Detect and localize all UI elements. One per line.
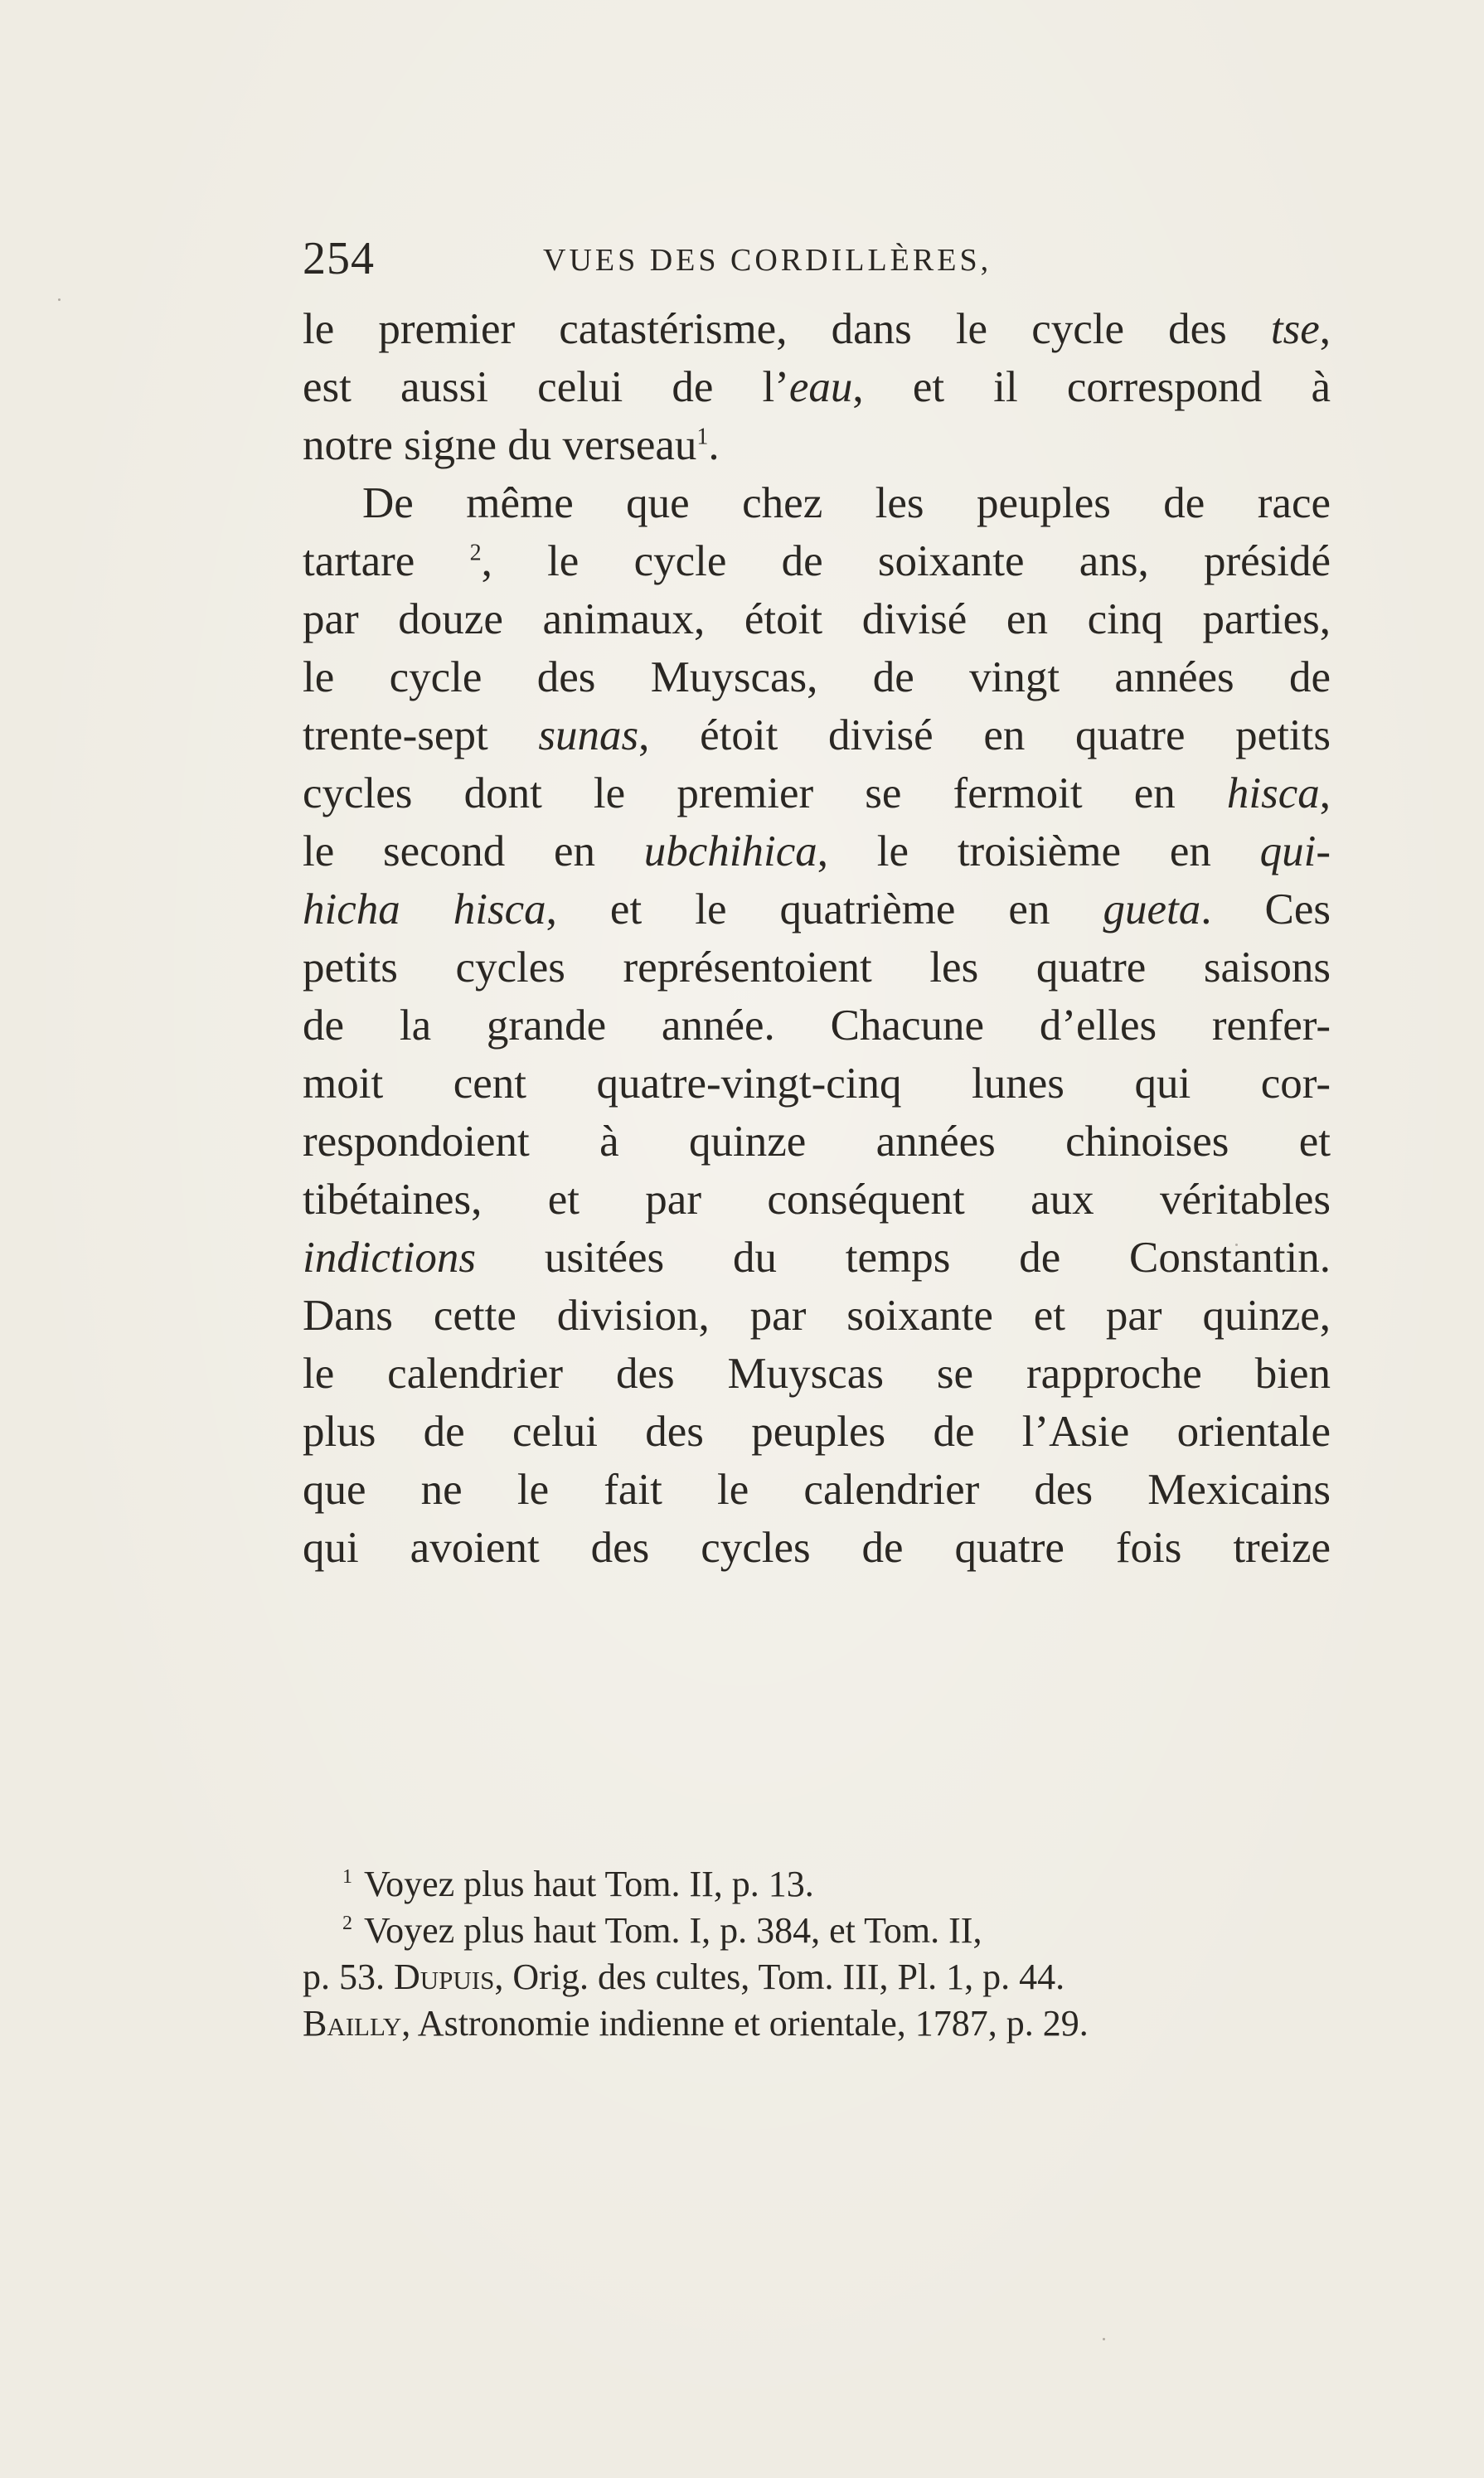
text-line: le calendrier des Muyscas se rapproche bien — [303, 1350, 1331, 1398]
page-header — [303, 232, 1181, 282]
text-line: est aussi celui de l’eau, et il correspond à — [303, 363, 1331, 411]
page-number: 254 — [303, 233, 375, 284]
text-line: qui avoient des cycles de quatre fois treize — [303, 1524, 1331, 1572]
footnote-text: Bailly, Astronomie indienne et orientale, 1787, p. 29. — [303, 2003, 1089, 2044]
text-line: cycles dont le premier se fermoit en hisca, — [303, 769, 1331, 817]
footnote-line — [303, 1908, 1335, 1954]
footnote-line — [303, 1954, 1335, 2000]
text-line: que ne le fait le calendrier des Mexicains — [303, 1466, 1331, 1514]
text-line: moit cent quatre-vingt-cinq lunes qui cor- — [303, 1060, 1331, 1108]
paper-speck — [1235, 1244, 1238, 1246]
text-line: Dans cette division, par soixante et par quinze, — [303, 1292, 1331, 1340]
text-line: respondoient à quinze années chinoises et — [303, 1118, 1331, 1166]
text-line: de la grande année. Chacune d’elles renfer- — [303, 1001, 1331, 1050]
running-title: VUES DES CORDILLÈRES, — [543, 243, 992, 278]
footnote-line — [303, 2000, 1335, 2047]
footnotes — [303, 1861, 1335, 2047]
text-line: De même que chez les peuples de race — [362, 479, 1331, 527]
text-line: par douze animaux, étoit divisé en cinq parties, — [303, 595, 1331, 643]
paper-speck — [58, 298, 61, 301]
paper-speck — [1103, 2338, 1105, 2340]
footnote-text: Voyez plus haut Tom. II, p. 13. — [364, 1864, 814, 1904]
footnote-text: Voyez plus haut Tom. I, p. 384, et Tom. II, — [364, 1910, 982, 1951]
text-line: petits cycles représentoient les quatre saisons — [303, 943, 1331, 992]
text-line: hicha hisca, et le quatrième en gueta. Ces — [303, 885, 1331, 933]
text-line: le cycle des Muyscas, de vingt années de — [303, 653, 1331, 701]
text-line: plus de celui des peuples de l’Asie orientale — [303, 1408, 1331, 1456]
text-line: le premier catastérisme, dans le cycle des tse, — [303, 305, 1331, 353]
main-text — [303, 300, 1331, 1577]
footnote-line — [303, 1861, 1335, 1908]
text-line: tartare $^2$, le cycle de soixante ans, présidé — [303, 537, 1331, 585]
footnote-number: 2 — [342, 1913, 352, 1935]
footnote-text: p. 53. Dupuis, Orig. des cultes, Tom. III, Pl. 1, p. 44. — [303, 1957, 1065, 1997]
text-line: trente-sept sunas, étoit divisé en quatre petits — [303, 711, 1331, 759]
text-line: tibétaines, et par conséquent aux véritables — [303, 1176, 1331, 1224]
text-line: notre signe du verseau$^1$. — [303, 421, 720, 469]
text-line: le second en ubchihica, le troisième en qui- — [303, 827, 1331, 875]
footnote-number: 1 — [342, 1866, 352, 1889]
text-line: indictions usitées du temps de Constantin. — [303, 1234, 1331, 1282]
